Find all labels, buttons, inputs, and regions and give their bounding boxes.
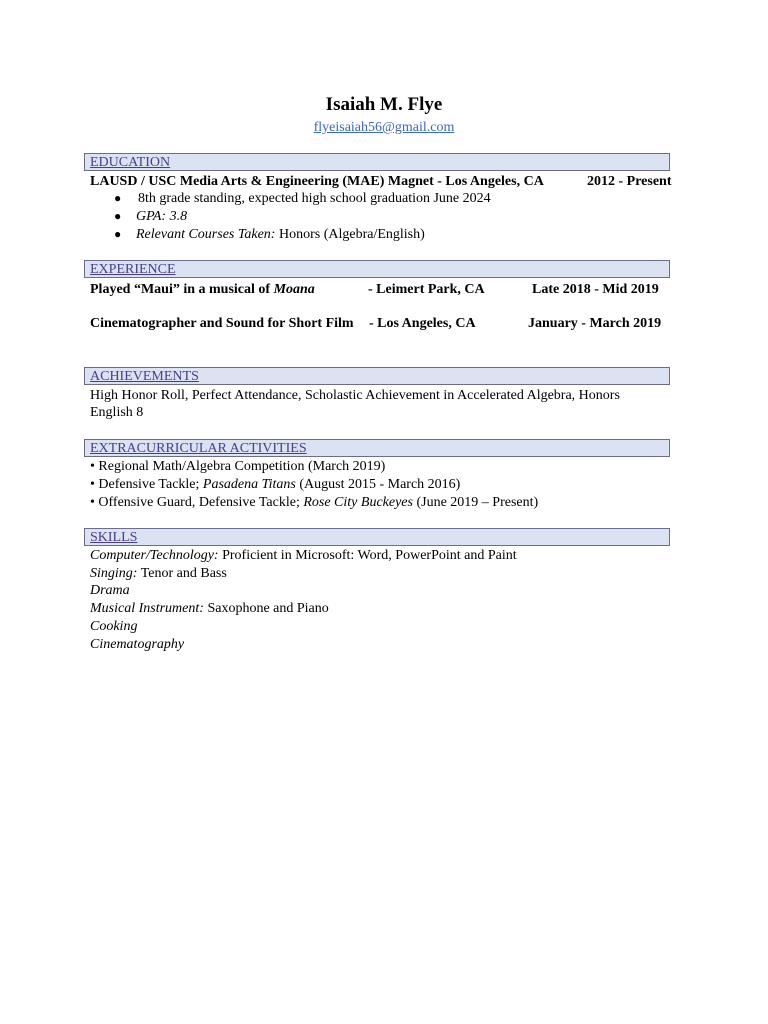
courses-text: Honors (Algebra/English)	[275, 227, 425, 242]
education-dates: 2012 - Present	[587, 174, 672, 189]
skill-label: Musical Instrument:	[90, 601, 204, 616]
resume-name: Isaiah M. Flye	[325, 94, 443, 115]
extracurricular-text: Offensive Guard, Defensive Tackle;	[98, 495, 304, 510]
skill-item: Drama	[90, 583, 130, 598]
skill-item: Cinematography	[90, 637, 185, 652]
experience-item-1-title	[90, 281, 315, 298]
skill-text: Tenor and Bass	[137, 566, 227, 581]
skill-text: Saxophone and Piano	[203, 601, 329, 616]
bullet-icon: ●	[114, 191, 122, 205]
education-heading: EDUCATION	[84, 153, 670, 171]
extracurricular-heading: EXTRACURRICULAR ACTIVITIES	[84, 439, 670, 457]
experience-item-2-location: - Los Angeles, CA	[369, 316, 476, 331]
skill-item	[90, 600, 329, 617]
skill-item	[90, 565, 227, 582]
bullet-icon: •	[90, 495, 95, 510]
experience-heading: EXPERIENCE	[84, 260, 670, 278]
education-bullet-1	[138, 190, 491, 207]
email-link[interactable]: flyeisaiah56@gmail.com	[313, 120, 455, 135]
experience-title-italic: Moana	[273, 282, 315, 297]
extracurricular-item	[90, 494, 538, 511]
skill-label: Singing:	[90, 566, 138, 581]
experience-item-2-dates: January - March 2019	[528, 316, 662, 331]
skill-item	[90, 547, 517, 564]
bullet-icon: •	[90, 477, 95, 492]
extracurricular-team: Pasadena Titans	[202, 477, 296, 492]
bullet-icon: •	[90, 459, 95, 474]
skills-heading: SKILLS	[84, 528, 670, 546]
bullet-icon: ●	[114, 209, 122, 223]
courses-label: Relevant Courses Taken:	[136, 227, 276, 242]
skill-item: Cooking	[90, 619, 138, 634]
extracurricular-item	[90, 476, 460, 493]
extracurricular-text: Defensive Tackle;	[98, 477, 203, 492]
extracurricular-item	[90, 458, 385, 475]
education-gpa: GPA: 3.8	[136, 209, 188, 224]
experience-item-1-dates: Late 2018 - Mid 2019	[532, 282, 659, 297]
achievements-text: High Honor Roll, Perfect Attendance, Scholastic Achievement in Accelerated Algebra, Honors English 8	[90, 388, 620, 420]
experience-item-1-location: - Leimert Park, CA	[368, 282, 485, 297]
extracurricular-text: Regional Math/Algebra Competition (March 2019)	[98, 459, 386, 474]
bullet-icon: ●	[114, 227, 122, 241]
achievements-heading: ACHIEVEMENTS	[84, 367, 670, 385]
extracurricular-dates: (August 2015 - March 2016)	[295, 477, 461, 492]
education-bullet-3	[136, 226, 425, 243]
extracurricular-dates: (June 2019 – Present)	[412, 495, 539, 510]
skill-text: Proficient in Microsoft: Word, PowerPoint and Paint	[218, 548, 517, 563]
extracurricular-team: Rose City Buckeyes	[303, 495, 413, 510]
education-school: LAUSD / USC Media Arts & Engineering (MAE) Magnet - Los Angeles, CA	[90, 174, 544, 189]
education-bullet-1-text: 8th grade standing, expected high school graduation June 2024	[138, 191, 491, 206]
experience-title-text: Played “Maui” in a musical of	[90, 282, 274, 297]
skill-label: Computer/Technology:	[90, 548, 219, 563]
experience-item-2-title: Cinematographer and Sound for Short Film	[90, 316, 354, 331]
